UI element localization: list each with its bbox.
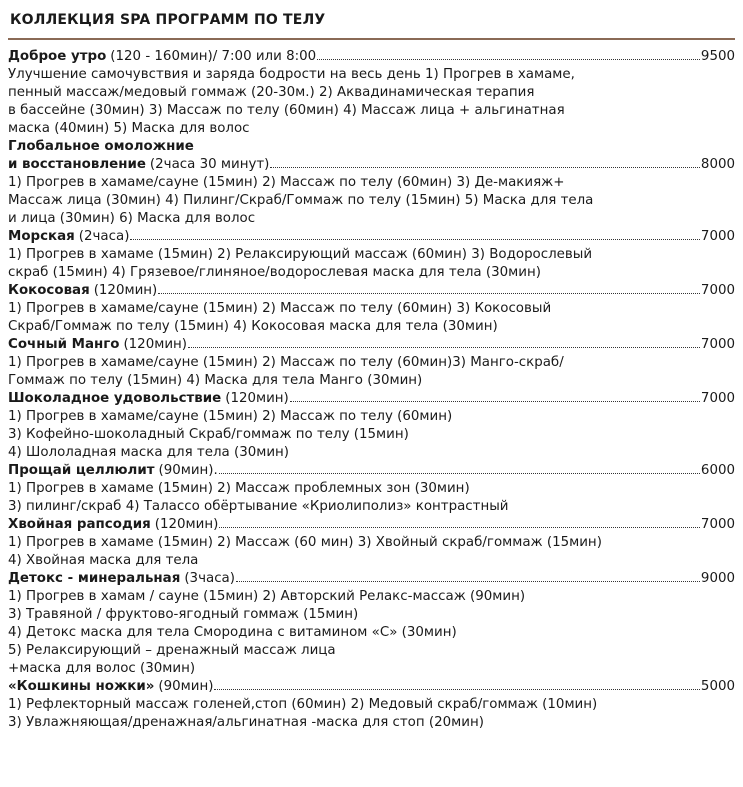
program-desc-line: 1) Рефлекторный массаж голеней,стоп (60мин) 2) Медовый скраб/гоммаж (10мин) [8,697,598,712]
program-desc-line: 1) Прогрев в хамам / сауне (15мин) 2) Авторский Релакс-массаж (90мин) [8,589,526,604]
program-title-line [8,570,735,588]
program-desc-line: 3) пилинг/скраб 4) Талассо обёртывание «Криолиполиз» контрастный [8,499,509,514]
program-item [8,138,735,228]
program-desc-line: маска (40мин) 5) Маска для волос [8,121,250,136]
program-title-line [8,390,735,408]
program-item [8,570,735,678]
program-item [8,678,735,732]
program-desc-line: скраб (15мин) 4) Грязевое/глиняное/водорослевая маска для тела (30мин) [8,265,541,280]
program-duration: (120мин) [154,517,219,532]
program-name: Кокосовая [8,283,90,298]
program-desc-line: 1) Прогрев в хамаме/сауне (15мин) 2) Массаж по телу (60мин)3) Манго-скраб/ [8,355,564,370]
program-title-line [8,228,735,246]
program-desc-line: 1) Прогрев в хамаме (15мин) 2) Релаксирующий массаж (60мин) 3) Водорослевый [8,247,593,262]
program-price: 7000 [700,391,735,406]
program-price: 9500 [700,49,735,64]
program-desc-line: 4) Шололадная маска для тела (30мин) [8,445,290,460]
program-duration: (120 - 160мин)/ 7:00 или 8:00 [110,49,317,64]
program-duration: (120мин) [93,283,158,298]
program-duration: (120мин) [225,391,289,406]
program-desc-line: 3) Увлажняющая/дренажная/альгинатная -маска для стоп (20мин) [8,715,484,730]
program-name: и восстановление [8,157,146,172]
program-name-line1: Глобальное омоложние [8,139,194,154]
program-price: 8000 [700,157,735,172]
program-name: Хвойная рапсодия [8,517,151,532]
program-title-line [8,156,735,174]
dot-leader [219,516,700,528]
program-duration: (3часа) [184,571,235,586]
program-name: «Кошкины ножки» [8,679,155,694]
program-title-line [8,282,735,300]
program-duration: (90мин) [158,679,214,694]
program-desc-line: 5) Релаксирующий – дренажный массаж лица [8,643,336,658]
program-price: 9000 [700,571,735,586]
dot-leader [236,570,700,582]
dot-leader [158,282,700,294]
program-desc-line: Массаж лица (30мин) 4) Пилинг/Скраб/Гоммаж по телу (15мин) 5) Маска для тела [8,193,594,208]
program-desc-line: 4) Детокс маска для тела Смородина с витамином «С» (30мин) [8,625,457,640]
program-title-line [8,678,735,696]
program-item [8,48,735,138]
program-title-line [8,48,735,66]
program-duration: (120мин) [123,337,188,352]
program-desc-line: 3) Травяной / фруктово-ягодный гоммаж (15мин) [8,607,359,622]
program-price: 7000 [700,283,735,298]
program-price: 7000 [700,337,735,352]
program-desc-line: и лица (30мин) 6) Маска для волос [8,211,256,226]
dot-leader [270,156,700,168]
program-item [8,282,735,336]
program-item [8,228,735,282]
program-name: Шоколадное удовольствие [8,391,222,406]
program-duration: (2часа) [78,229,130,244]
program-desc-line: Скраб/Гоммаж по телу (15мин) 4) Кокосовая маска для тела (30мин) [8,319,498,334]
dot-leader [290,390,700,402]
program-item [8,336,735,390]
program-desc-line: +маска для волос (30мин) [8,661,196,676]
program-desc-line: 1) Прогрев в хамаме/сауне (15мин) 2) Массаж по телу (60мин) 3) Кокосовый [8,301,552,316]
program-title-line [8,462,735,480]
program-name: Морская [8,229,75,244]
page-title: КОЛЛЕКЦИЯ SPA ПРОГРАММ ПО ТЕЛУ [10,12,326,28]
program-price: 7000 [700,517,735,532]
program-name: Сочный Манго [8,337,120,352]
program-name: Детокс - минеральная [8,571,181,586]
program-title-line [8,336,735,354]
dot-leader [130,228,699,240]
dot-leader [188,336,700,348]
program-duration: (2часа 30 минут) [149,157,270,172]
program-price: 7000 [700,229,735,244]
dot-leader [214,678,699,690]
program-desc-line: в бассейне (30мин) 3) Массаж по телу (60мин) 4) Массаж лица + альгинатная [8,103,565,118]
program-item [8,516,735,570]
program-desc-line: пенный массаж/медовый гоммаж (20-30м.) 2) Аквадинамическая терапия [8,85,535,100]
program-desc-line: 1) Прогрев в хамаме/сауне (15мин) 2) Массаж по телу (60мин) 3) Де-макияж+ [8,175,565,190]
program-desc-line: Гоммаж по телу (15мин) 4) Маска для тела Манго (30мин) [8,373,423,388]
dot-leader [317,48,700,60]
program-desc-line: 3) Кофейно-шоколадный Скраб/гоммаж по телу (15мин) [8,427,409,442]
program-desc-line: 1) Прогрев в хамаме (15мин) 2) Массаж проблемных зон (30мин) [8,481,470,496]
program-desc-line: 1) Прогрев в хамаме (15мин) 2) Массаж (60 мин) 3) Хвойный скраб/гоммаж (15мин) [8,535,602,550]
program-item [8,390,735,462]
program-title-line [8,516,735,534]
program-list [8,48,735,732]
program-name: Доброе утро [8,49,107,64]
program-price: 6000 [700,463,735,478]
program-desc-line: 1) Прогрев в хамаме/сауне (15мин) 2) Массаж по телу (60мин) [8,409,453,424]
heading-divider [8,38,735,40]
program-item [8,462,735,516]
dot-leader [219,462,700,474]
program-name: Прощай целлюлит [8,463,155,478]
program-price: 5000 [700,679,735,694]
program-desc-line: Улучшение самочувствия и заряда бодрости на весь день 1) Прогрев в хамаме, [8,67,575,82]
program-desc-line: 4) Хвойная маска для тела [8,553,199,568]
program-duration: (90мин). [158,463,218,478]
